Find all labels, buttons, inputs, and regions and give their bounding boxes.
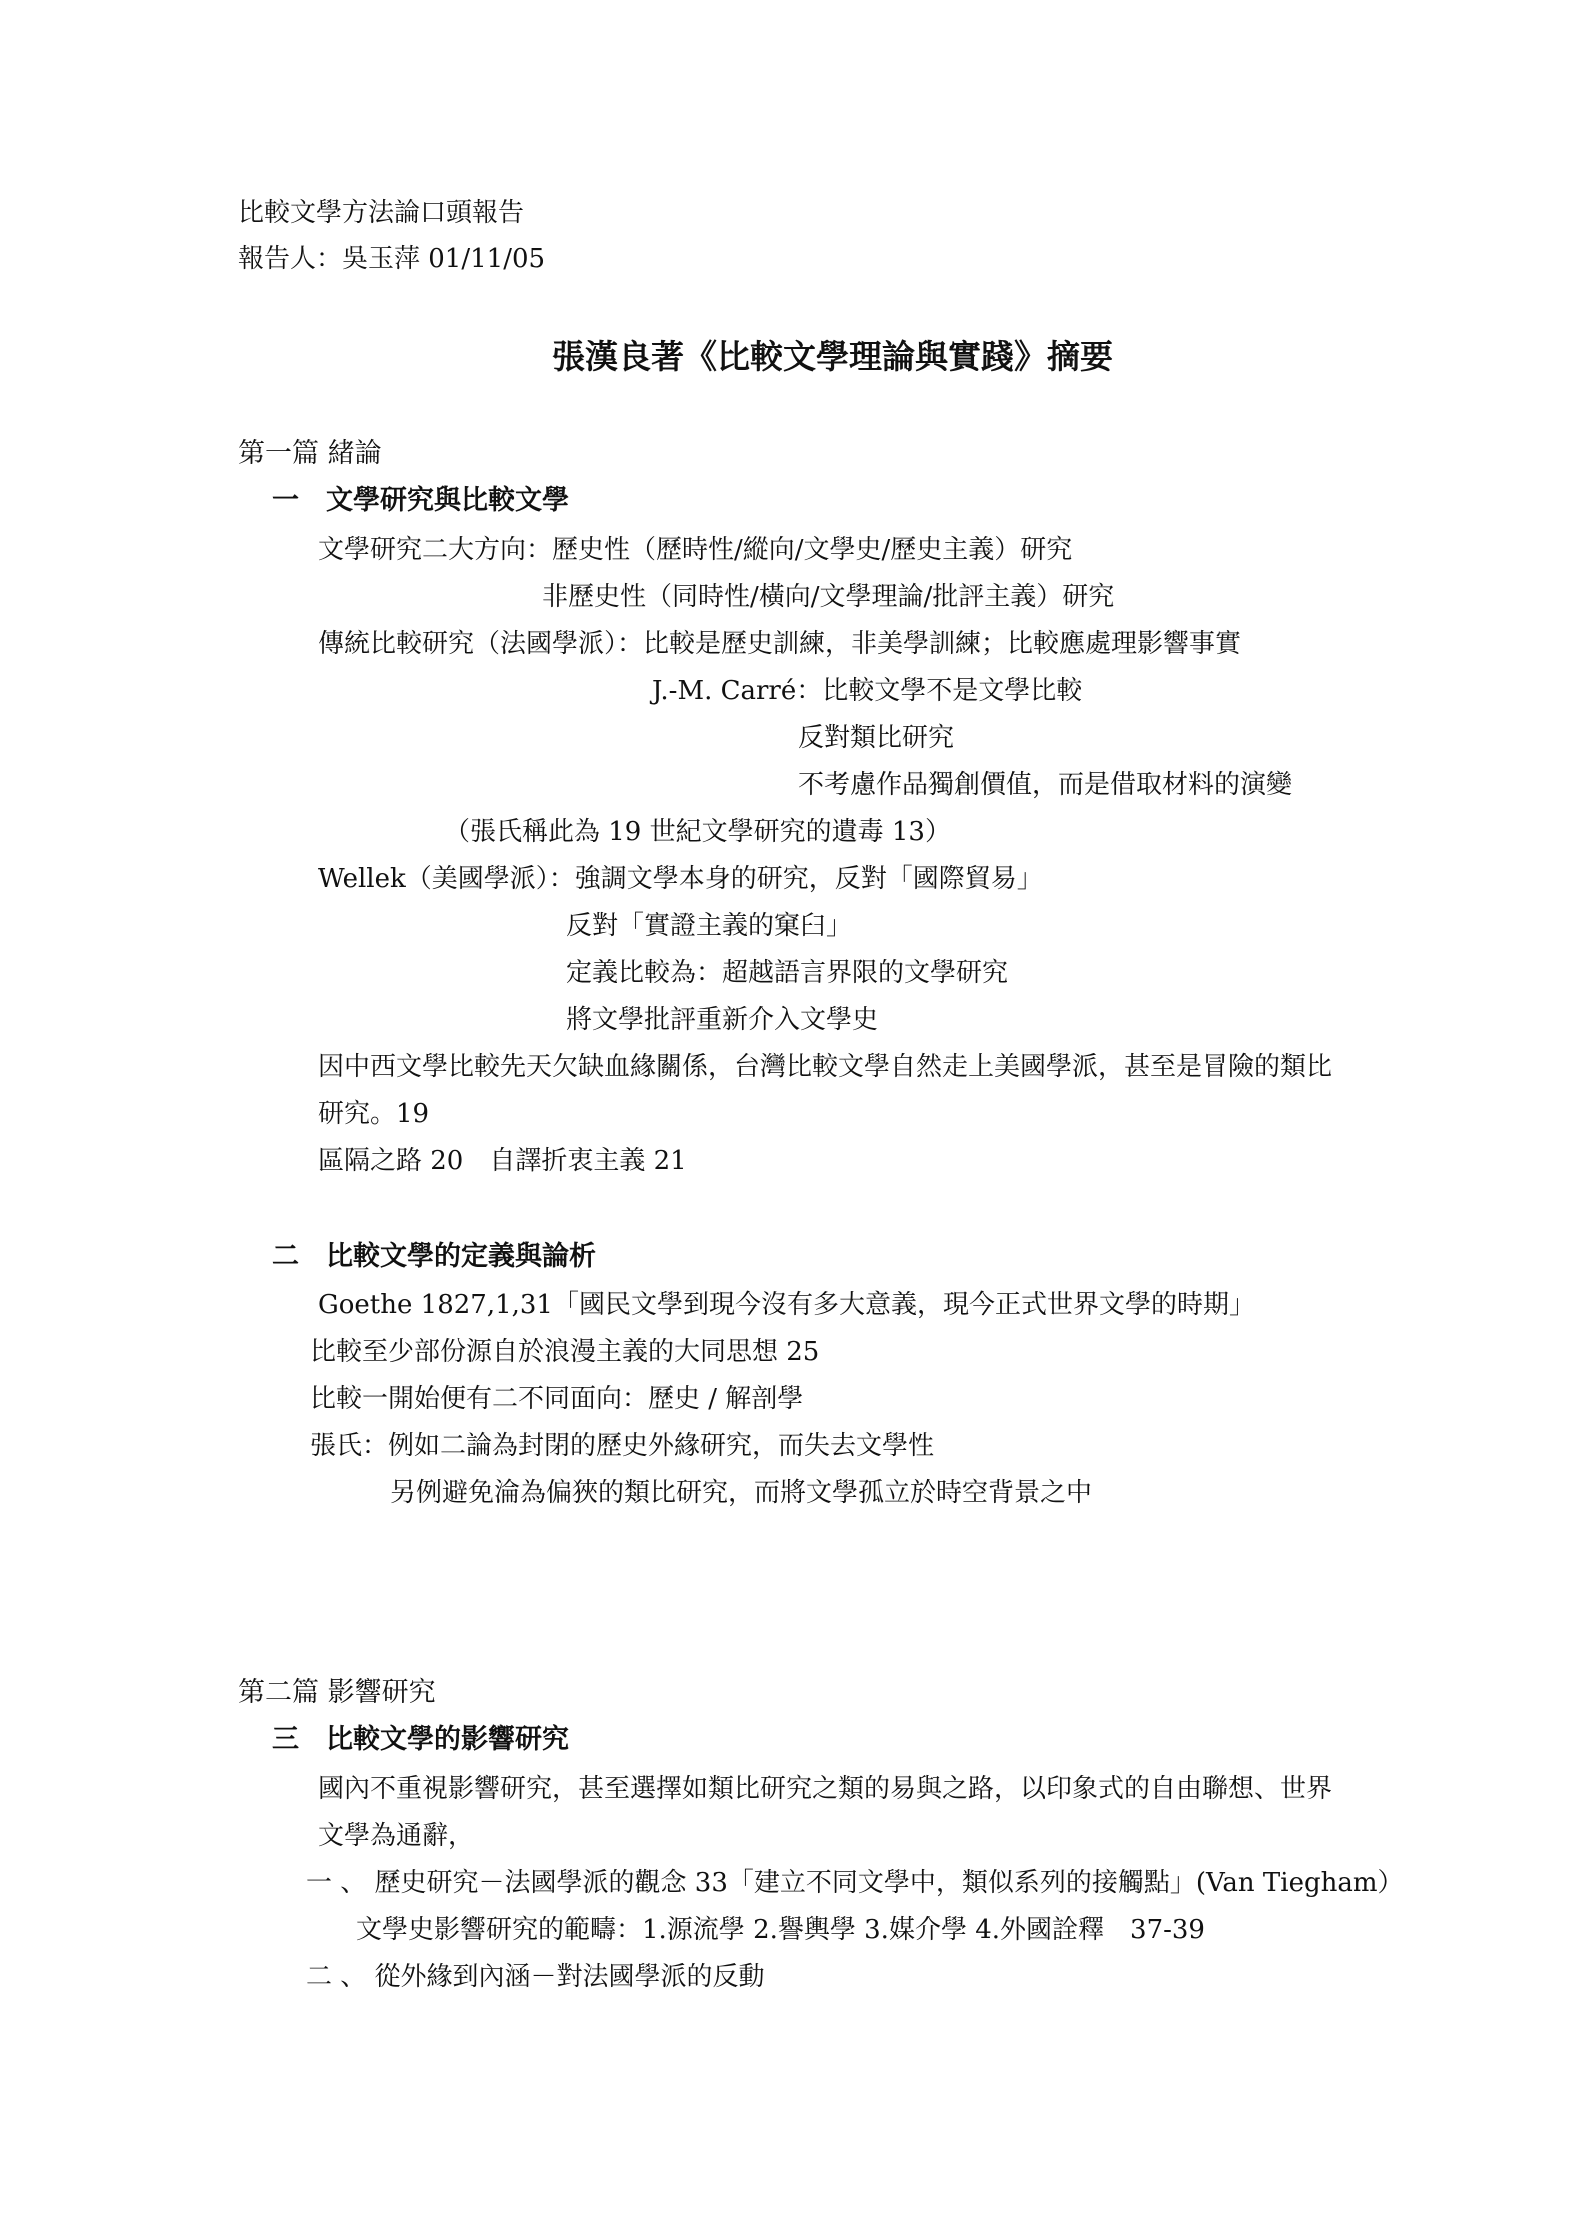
section2-line: 比較至少部份源自於浪漫主義的大同思想 25 — [310, 1337, 820, 1367]
section1-line: 區隔之路 20 自譯折衷主義 21 — [318, 1146, 687, 1176]
document-title: 張漢良著《比較文學理論與實踐》摘要 — [552, 337, 1113, 376]
section1-line: 不考慮作品獨創價值，而是借取材料的演變 — [798, 770, 1293, 800]
header-course-line: 比較文學方法論口頭報告 — [238, 198, 525, 228]
section1-heading: 一 文學研究與比較文學 — [272, 485, 569, 516]
section1-line: 非歷史性（同時性/橫向/文學理論/批評主義）研究 — [542, 582, 1115, 612]
section1-line: 傳統比較研究（法國學派）：比較是歷史訓練，非美學訓練；比較應處理影響事實 — [318, 629, 1242, 659]
header-reporter-line: 報告人：吳玉萍 01/11/05 — [238, 244, 546, 274]
section1-line: 文學研究二大方向：歷史性（歷時性/縱向/文學史/歷史主義）研究 — [318, 535, 1073, 565]
section3-heading: 三 比較文學的影響研究 — [272, 1724, 569, 1755]
section3-line: 國內不重視影響研究，甚至選擇如類比研究之類的易與之路，以印象式的自由聯想、世界 — [318, 1774, 1333, 1804]
section1-line: 將文學批評重新介入文學史 — [566, 1005, 879, 1035]
section3-line: 一 、 歷史研究－法國學派的觀念 33「建立不同文學中，類似系列的接觸點」(Van Tiegham） — [306, 1868, 1404, 1898]
section3-line: 文學為通辭， — [318, 1821, 475, 1851]
section2-line: 比較一開始便有二不同面向：歷史 / 解剖學 — [310, 1384, 804, 1414]
section2-line: 張氏：例如二論為封閉的歷史外緣研究，而失去文學性 — [310, 1431, 935, 1461]
section2-line: 另例避免淪為偏狹的類比研究，而將文學孤立於時空背景之中 — [390, 1478, 1093, 1508]
section1-line: 反對「實證主義的窠臼」 — [566, 911, 853, 941]
section1-line: 因中西文學比較先天欠缺血緣關係，台灣比較文學自然走上美國學派，甚至是冒險的類比 — [318, 1052, 1333, 1082]
section1-line: （張氏稱此為 19 世紀文學研究的遺毒 13） — [444, 817, 951, 847]
section2-heading: 二 比較文學的定義與論析 — [272, 1241, 596, 1272]
section1-line: J.-M. Carré：比較文學不是文學比較 — [652, 676, 1083, 706]
section2-line: Goethe 1827,1,31「國民文學到現今沒有多大意義，現今正式世界文學的時期」 — [318, 1290, 1255, 1320]
section3-line: 文學史影響研究的範疇：1.源流學 2.譽輿學 3.媒介學 4.外國詮釋 37-39 — [356, 1915, 1205, 1945]
section3-line: 二 、 從外緣到內涵－對法國學派的反動 — [306, 1962, 765, 1992]
part2-heading: 第二篇 影響研究 — [238, 1677, 436, 1708]
section1-line: 反對類比研究 — [798, 723, 955, 753]
section1-line: 研究。19 — [318, 1099, 430, 1129]
part1-heading: 第一篇 緒論 — [238, 438, 382, 469]
section1-line: 定義比較為：超越語言界限的文學研究 — [566, 958, 1009, 988]
section1-line: Wellek（美國學派）：強調文學本身的研究，反對「國際貿易」 — [318, 864, 1043, 894]
